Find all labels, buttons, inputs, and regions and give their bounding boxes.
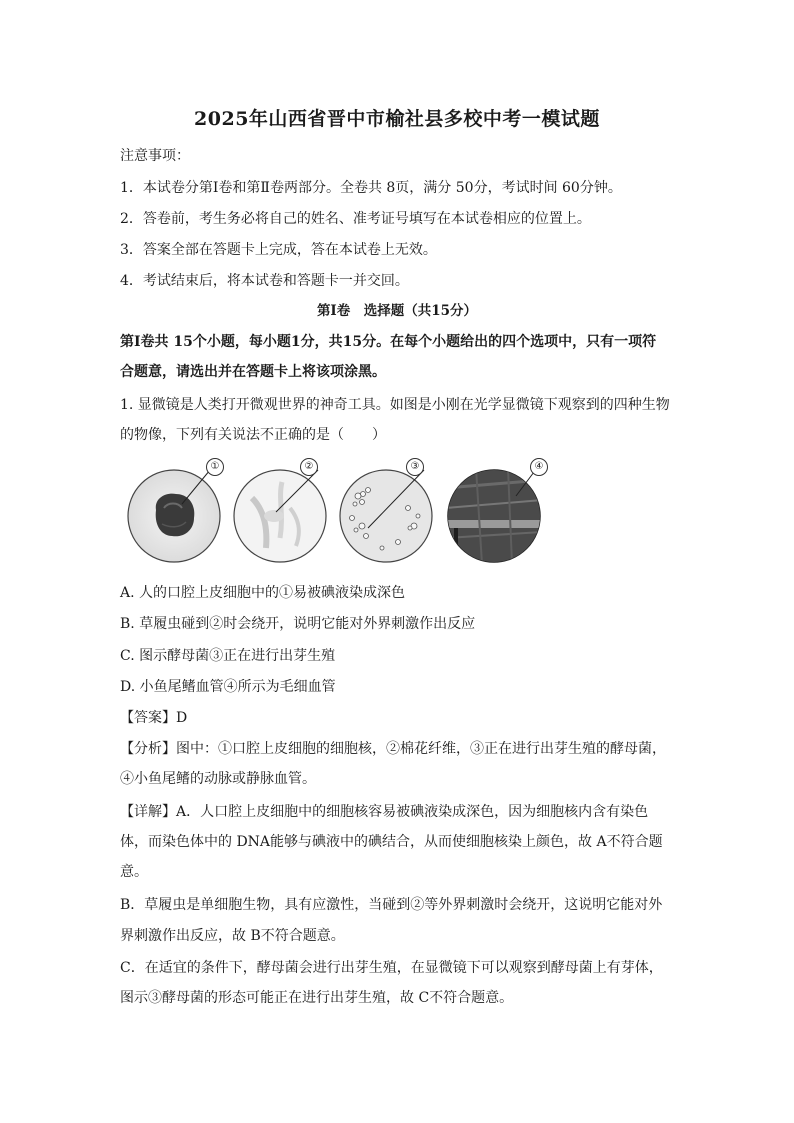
- detail-line1: 【详解】A．人口腔上皮细胞中的细胞核容易被碘液染成深色，因为细胞核内含有染色: [120, 804, 649, 820]
- notice-item-3: 3．答案全部在答题卡上完成，答在本试卷上无效。: [120, 242, 437, 258]
- notice-heading: 注意事项：: [120, 148, 190, 164]
- detail-line7: 图示③酵母菌的形态可能正在进行出芽生殖，故 C不符合题意。: [120, 990, 514, 1006]
- figure-label-1: ①: [206, 458, 224, 476]
- option-c: C. 图示酵母菌③正在进行出芽生殖: [120, 648, 336, 664]
- notice-item-1: 1．本试卷分第Ⅰ卷和第Ⅱ卷两部分。全卷共 8页，满分 50分，考试时间 60分钟。: [120, 180, 622, 196]
- option-b: B. 草履虫碰到②时会绕开，说明它能对外界刺激作出反应: [120, 616, 476, 632]
- figure-3-yeast: [338, 468, 434, 568]
- microscope-figures: [120, 458, 560, 568]
- page-title: 2025年山西省晋中市榆社县多校中考一模试题: [194, 108, 600, 130]
- notice-item-4: 4．考试结束后，将本试卷和答题卡一并交回。: [120, 273, 409, 289]
- question-stem-line1: 1. 显微镜是人类打开微观世界的神奇工具。如图是小刚在光学显微镜下观察到的四种生物: [120, 397, 670, 413]
- detail-line6: C．在适宜的条件下，酵母菌会进行出芽生殖，在显微镜下可以观察到酵母菌上有芽体，: [120, 960, 663, 976]
- option-a: A. 人的口腔上皮细胞中的①易被碘液染成深色: [120, 585, 406, 601]
- figure-4-fish-tail-vessels: [446, 468, 542, 568]
- answer: 【答案】D: [120, 710, 188, 726]
- detail-line2: 体，而染色体中的 DNA能够与碘液中的碘结合，从而使细胞核染上颜色，故 A不符合题: [120, 834, 663, 850]
- question-stem-line2: 的物像，下列有关说法不正确的是（ ）: [120, 427, 386, 443]
- figure-2-cotton-fiber: [232, 468, 328, 568]
- figure-1-cheek-cell: [126, 468, 222, 568]
- detail-line4: B．草履虫是单细胞生物，具有应激性，当碰到②等外界刺激时会绕开，这说明它能对外: [120, 897, 663, 913]
- section-instruction-line1: 第Ⅰ卷共 15个小题，每小题1分，共15分。在每个小题给出的四个选项中，只有一项符: [120, 334, 657, 350]
- section-instruction-line2: 合题意，请选出并在答题卡上将该项涂黑。: [120, 364, 386, 380]
- figure-label-4: ④: [530, 458, 548, 476]
- analysis-line1: 【分析】图中：①口腔上皮细胞的细胞核，②棉花纤维，③正在进行出芽生殖的酵母菌，: [120, 741, 666, 757]
- detail-line3: 意。: [120, 864, 148, 880]
- section-heading: 第Ⅰ卷 选择题（共15分）: [316, 303, 478, 319]
- figure-label-2: ②: [300, 458, 318, 476]
- analysis-line2: ④小鱼尾鳍的动脉或静脉血管。: [120, 771, 316, 787]
- detail-line5: 界刺激作出反应，故 B不符合题意。: [120, 928, 345, 944]
- option-d: D. 小鱼尾鳍血管④所示为毛细血管: [120, 679, 336, 695]
- figure-label-3: ③: [406, 458, 424, 476]
- notice-item-2: 2．答卷前，考生务必将自己的姓名、准考证号填写在本试卷相应的位置上。: [120, 211, 591, 227]
